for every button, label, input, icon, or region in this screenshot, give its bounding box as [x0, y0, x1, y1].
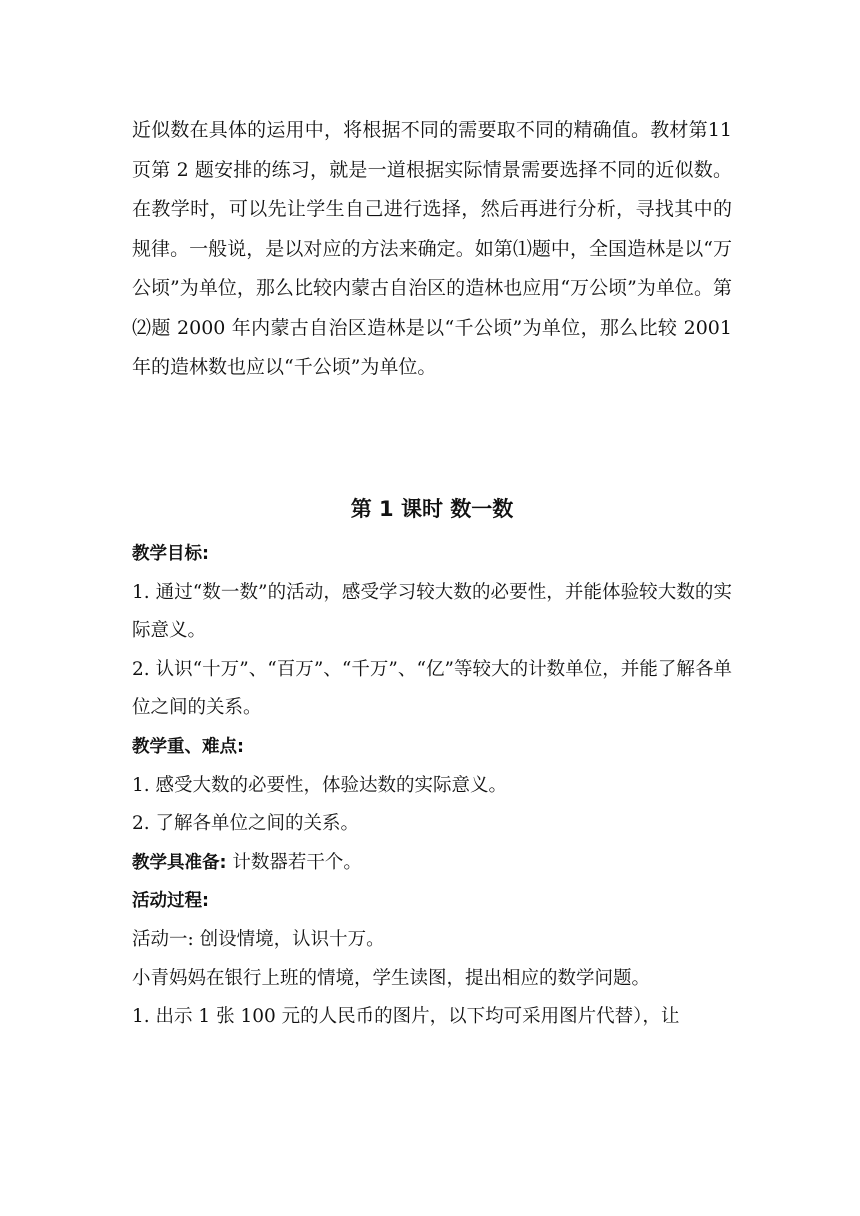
scenario-text: 小青妈妈在银行上班的情境，学生读图，提出相应的数学问题。	[132, 967, 651, 989]
key-point-item-1: 1. 感受大数的必要性，体验达数的实际意义。	[132, 774, 508, 796]
materials-line	[132, 844, 732, 883]
lesson-body	[132, 535, 732, 1037]
activity-1: 活动一: 创设情境，认识十万。	[132, 928, 385, 950]
goal-item-2: 2. 认识“十万”、“百万”、“千万”、“亿”等较大的计数单位，并能了解各单位之间的关系。	[132, 658, 732, 719]
intro-section	[132, 111, 732, 388]
lesson-title: 第 1 课时 数一数	[350, 497, 514, 521]
materials-text: 计数器若干个。	[226, 851, 362, 873]
step-item-1: 1. 出示 1 张 100 元的人民币的图片，以下均可采用图片代替），让	[132, 1006, 680, 1028]
intro-paragraph: 近似数在具体的运用中，将根据不同的需要取不同的精确值。教材第11 页第 2 题安排的练习，就是一道根据实际情景需要选择不同的近似数。在教学时，可以先让学生自己进行选择，然后再进行分析，寻找其中的规律。一般说，是以对应的方法来确定。如第⑴题中，全国造林是以“万公顷”为单位，那么比较内蒙古自治区的造林也应用“万公顷”为单位。第⑵题 2000 年内蒙古自治区造林是以“千公顷”为单位，那么比较 2001 年的造林数也应以“千公顷”为单位。	[132, 119, 732, 378]
process-heading: 活动过程:	[132, 891, 209, 912]
key-point-item-2: 2. 了解各单位之间的关系。	[132, 813, 360, 835]
goals-heading: 教学目标:	[132, 544, 209, 564]
materials-heading: 教学具准备:	[132, 852, 227, 873]
goal-item-1: 1. 通过“数一数”的活动，感受学习较大数的必要性，并能体验较大数的实际意义。	[132, 581, 732, 642]
key-points-heading: 教学重、难点:	[132, 736, 244, 757]
